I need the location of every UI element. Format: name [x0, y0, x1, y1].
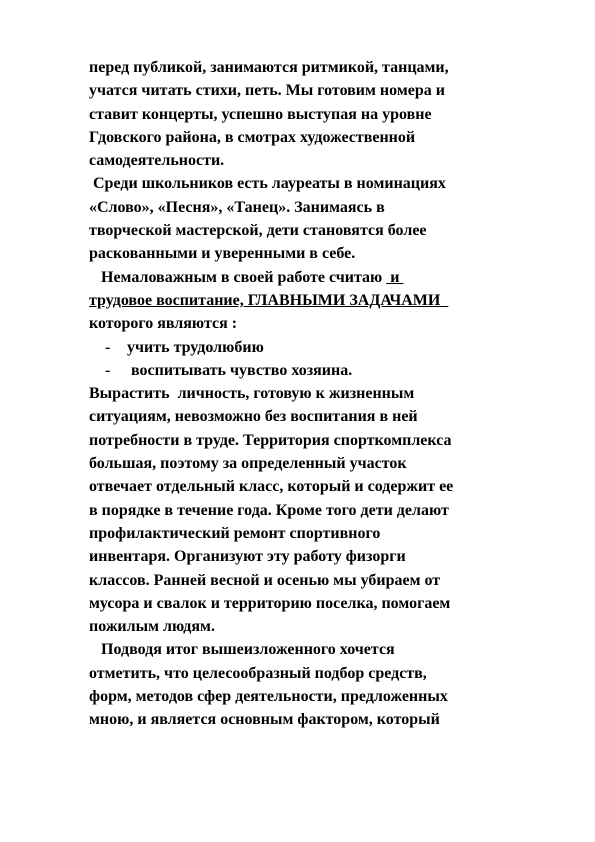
list-item [89, 336, 509, 359]
list-item-text: учить трудолюбию [127, 338, 264, 356]
text-line: отметить, что целесообразный подбор средств, [89, 664, 427, 682]
text-line: мусора и свалок и территорию поселка, помогаем [89, 594, 451, 612]
text-line: Вырастить личность, готовую к жизненным [89, 385, 415, 403]
text-line: Подводя итог вышеизложенного хочется [89, 641, 395, 659]
dash-bullet: - [105, 338, 111, 356]
paragraph-conclusion [89, 638, 509, 731]
text-line [89, 266, 509, 289]
text-line: отвечает отдельный класс, который и содержит ее [89, 478, 454, 496]
text-line: самодеятельности. [89, 152, 225, 170]
list-item [89, 359, 509, 382]
paragraph-territory [89, 382, 509, 638]
paragraph-laureates [89, 172, 509, 265]
text-line: раскованными и уверенными в себе. [89, 245, 356, 263]
text-line: ставит концерты, успешно выступая на уровне [89, 105, 432, 123]
text-line: творческой мастерской, дети становятся более [89, 222, 427, 240]
text-fragment: Немаловажным в своей работе считаю [89, 268, 387, 286]
text-line: учатся читать стихи, петь. Мы готовим номера и [89, 82, 445, 100]
text-line: ситуациям, невозможно без воспитания в ней [89, 408, 418, 426]
text-line: Среди школьников есть лауреаты в номинациях [89, 175, 446, 193]
underlined-text: и [386, 268, 404, 286]
text-line: в порядке в течение года. Кроме того дети делают [89, 501, 449, 519]
text-line: перед публикой, занимаются ритмикой, танцами, [89, 59, 449, 76]
text-line: большая, поэтому за определенный участок [89, 455, 407, 473]
list-item-text: воспитывать чувство хозяина. [127, 361, 353, 379]
text-line: пожилым людям. [89, 618, 215, 636]
text-line: профилактический ремонт спортивного [89, 524, 381, 542]
task-list [89, 336, 509, 383]
body-text [89, 56, 509, 732]
text-line: «Слово», «Песня», «Танец». Занимаясь в [89, 198, 385, 216]
text-line: потребности в труде. Территория спорткомплекса [89, 431, 452, 449]
text-line: которого являются : [89, 315, 238, 333]
text-line: мною, и является основным фактором, который [89, 711, 440, 729]
dash-bullet: - [105, 361, 111, 379]
paragraph-concerts [89, 56, 509, 172]
text-line: инвентаря. Организуют эту работу физорги [89, 548, 406, 566]
text-line: форм, методов сфер деятельности, предложенных [89, 688, 448, 706]
paragraph-labor-education [89, 266, 509, 336]
text-line: классов. Ранней весной и осенью мы убираем от [89, 571, 441, 589]
underlined-line: трудовое воспитание, ГЛАВНЫМИ ЗАДАЧАМИ [89, 291, 449, 309]
text-line: Гдовского района, в смотрах художественной [89, 128, 416, 146]
